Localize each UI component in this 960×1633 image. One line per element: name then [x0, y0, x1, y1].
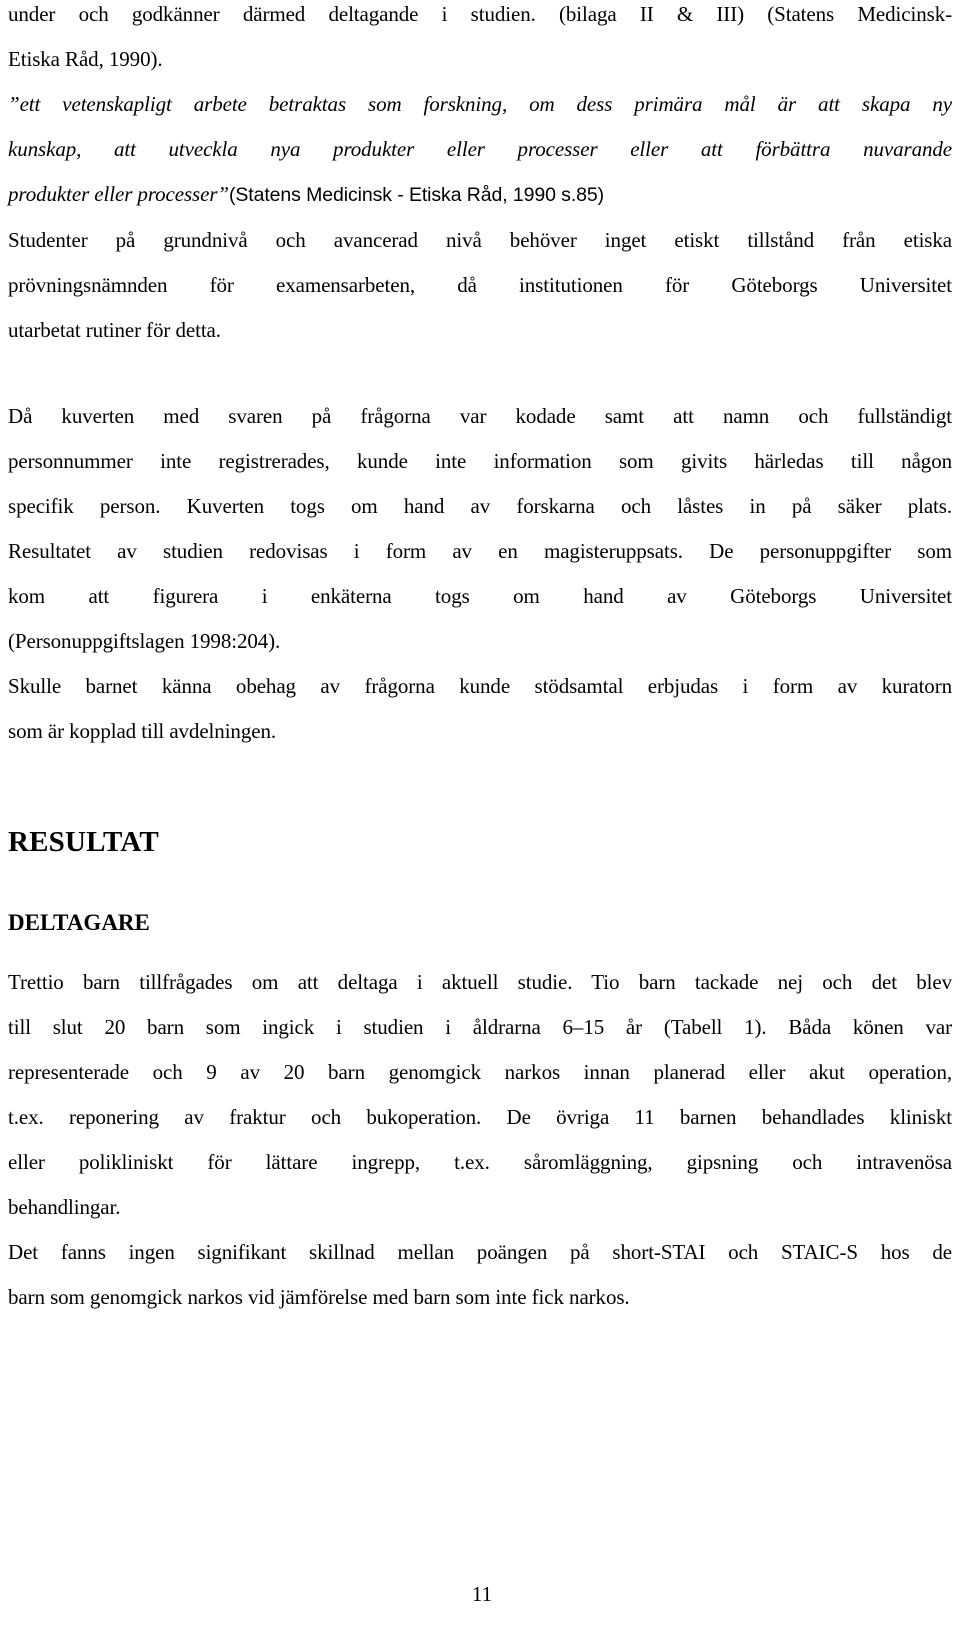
participants-heading: DELTAGARE [8, 910, 150, 935]
participants-paragraph [8, 960, 952, 1230]
text-line: prövningsnämnden för examensarbeten, då institutionen för Göteborgs Universitet [8, 273, 952, 297]
text-line: Då kuverten med svaren på frågorna var kodade samt att namn och fullständigt [8, 404, 952, 428]
quote-line [8, 127, 952, 172]
text-line: Studenter på grundnivå och avancerad nivå behöver inget etiskt tillstånd från etiska [8, 228, 952, 252]
ethics-section [8, 0, 952, 353]
text-line: under och godkänner därmed deltagande i studien. (bilaga II & III) (Statens Medicinsk- [8, 2, 952, 26]
text-line: t.ex. reponering av fraktur och bukoperation. De övriga 11 barnen behandlades kliniskt [8, 1105, 952, 1129]
consent-paragraph [8, 0, 952, 82]
text-line: Resultatet av studien redovisas i form av en magisteruppsats. De personuppgifter som [8, 539, 952, 563]
students-paragraph [8, 218, 952, 353]
quote-text: ”ett vetenskapligt arbete betraktas som forskning, om dess primära mål är att skapa ny [8, 92, 952, 116]
quote-text: kunskap, att utveckla nya produkter eller processer eller att förbättra nuvarande [8, 137, 952, 161]
confidentiality-paragraph [8, 394, 952, 664]
text-line: utarbetat rutiner för detta. [8, 318, 221, 342]
result-heading: RESULTAT [8, 826, 159, 858]
text-line: Trettio barn tillfrågades om att deltaga i aktuell studie. Tio barn tackade nej och det blev [8, 970, 952, 994]
participants-section [8, 960, 952, 1320]
quote-text: produkter eller processer” [8, 182, 229, 206]
text-line: (Personuppgiftslagen 1998:204). [8, 629, 281, 653]
text-line: som är kopplad till avdelningen. [8, 719, 276, 743]
text-line: Skulle barnet känna obehag av frågorna kunde stödsamtal erbjudas i form av kuratorn [8, 674, 952, 698]
page-number: 11 [471, 1582, 493, 1606]
confidentiality-section [8, 394, 952, 754]
definition-quote [8, 82, 952, 218]
quote-citation: (Statens Medicinsk - Etiska Råd, 1990 s.85) [228, 184, 605, 206]
support-paragraph [8, 664, 952, 754]
text-line: barn som genomgick narkos vid jämförelse med barn som inte fick narkos. [8, 1285, 630, 1309]
text-line: personnummer inte registrerades, kunde inte information som givits härledas till någon [8, 449, 952, 473]
quote-line [8, 172, 952, 218]
findings-paragraph [8, 1230, 952, 1320]
text-line: specifik person. Kuverten togs om hand av forskarna och låstes in på säker plats. [8, 494, 952, 518]
text-line: eller polikliniskt för lättare ingrepp, t.ex. såromläggning, gipsning och intravenösa [8, 1150, 952, 1174]
text-line: behandlingar. [8, 1195, 121, 1219]
text-line: kom att figurera i enkäterna togs om hand av Göteborgs Universitet [8, 584, 952, 608]
text-line: Etiska Råd, 1990). [8, 47, 163, 71]
text-line: representerade och 9 av 20 barn genomgick narkos innan planerad eller akut operation, [8, 1060, 952, 1084]
quote-line [8, 82, 952, 127]
text-line: till slut 20 barn som ingick i studien i åldrarna 6–15 år (Tabell 1). Båda könen var [8, 1015, 952, 1039]
text-line: Det fanns ingen signifikant skillnad mellan poängen på short-STAI och STAIC-S hos de [8, 1240, 952, 1264]
